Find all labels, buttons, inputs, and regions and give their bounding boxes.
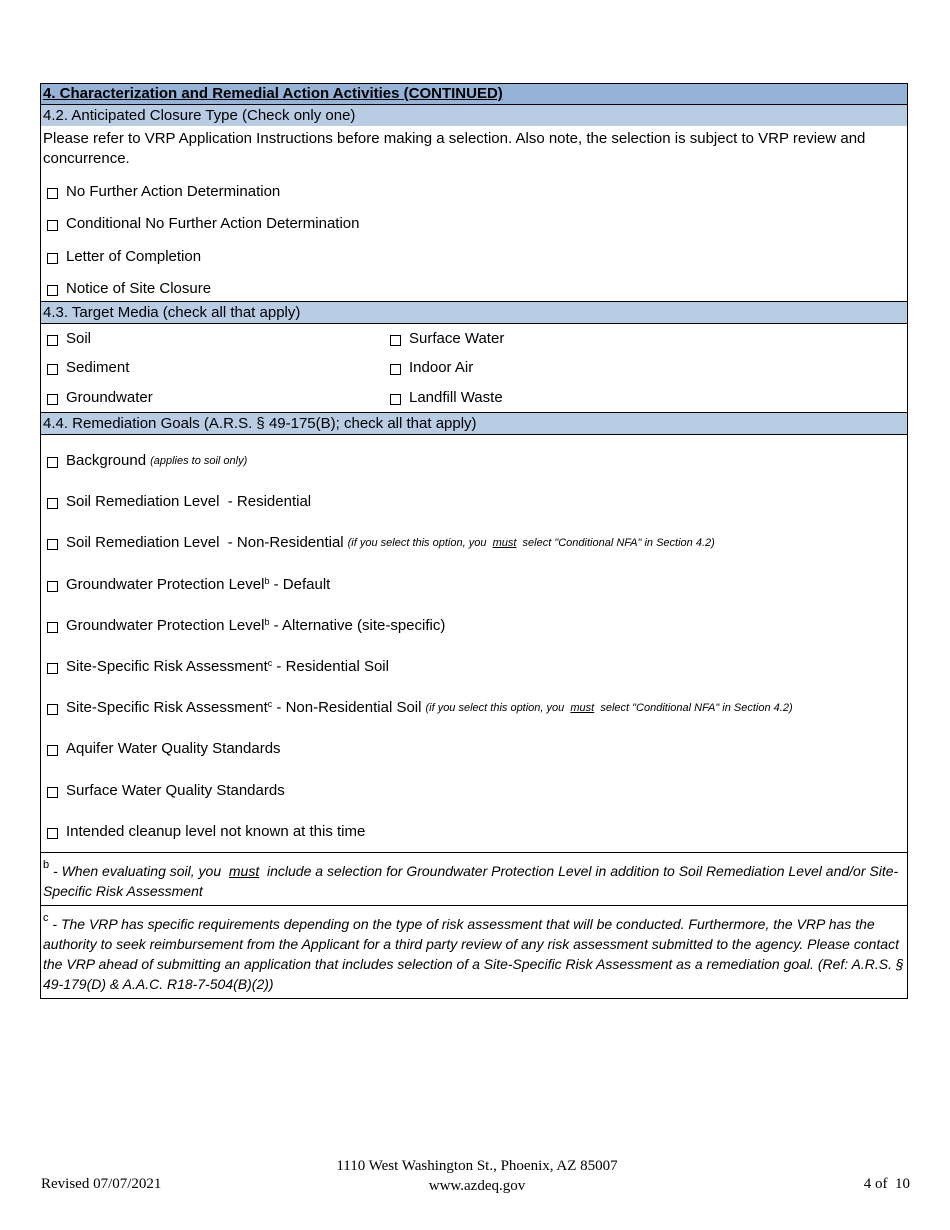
- checkbox[interactable]: [47, 188, 58, 199]
- checkbox[interactable]: [47, 457, 58, 468]
- closure-option-letter-of-completion: [41, 240, 907, 273]
- closure-options: [41, 172, 907, 301]
- checkbox[interactable]: [47, 285, 58, 296]
- option-label: Soil Remediation Level - Residential: [66, 493, 312, 511]
- checkbox[interactable]: [47, 539, 58, 550]
- checkbox[interactable]: [47, 581, 58, 592]
- target-media-options: [41, 324, 907, 412]
- checkbox[interactable]: [390, 335, 401, 346]
- option-note: (applies to soil only): [150, 454, 248, 467]
- checkbox[interactable]: [47, 704, 58, 715]
- section-title: 4. Characterization and Remedial Action Activities (CONTINUED): [41, 84, 907, 105]
- checkbox[interactable]: [47, 498, 58, 509]
- footnote-marker: b: [264, 575, 270, 586]
- closure-option-conditional-nfa: [41, 208, 907, 241]
- footnote-text: - When evaluating soil, you: [49, 862, 222, 879]
- checkbox[interactable]: [47, 364, 58, 375]
- option-label: No Further Action Determination: [66, 182, 281, 200]
- media-surface-water: [384, 324, 907, 353]
- checkbox[interactable]: [390, 364, 401, 375]
- option-label: Groundwater: [66, 388, 153, 406]
- closure-type-header: 4.2. Anticipated Closure Type (Check only one): [41, 105, 907, 126]
- option-label: Background: [66, 452, 147, 470]
- target-media-header: 4.3. Target Media (check all that apply): [41, 301, 907, 324]
- option-label: Intended cleanup level not known at this time: [66, 822, 366, 840]
- note-text: (if you select this option, you: [425, 701, 565, 714]
- option-label: Letter of Completion: [66, 247, 202, 265]
- label-text: - Alternative (site-specific): [273, 616, 446, 634]
- option-label: Notice of Site Closure: [66, 280, 212, 298]
- note-text: select "Conditional NFA" in Section 4.2): [522, 536, 715, 549]
- form-section-4: [40, 83, 908, 999]
- website: www.azdeq.gov: [428, 1178, 526, 1194]
- remediation-goals-header: 4.4. Remediation Goals (A.R.S. § 49-175(B); check all that apply): [41, 412, 907, 435]
- goal-unknown: [41, 811, 907, 852]
- agency-contact: [0, 1156, 950, 1196]
- checkbox[interactable]: [47, 253, 58, 264]
- goal-swqs: [41, 770, 907, 811]
- page-number: 4 of 10: [863, 1176, 910, 1192]
- checkbox[interactable]: [47, 622, 58, 633]
- label-text: - Residential Soil: [272, 658, 389, 676]
- footnote-b: [41, 852, 907, 905]
- media-soil: [41, 324, 384, 353]
- option-label: Surface Water: [409, 330, 505, 347]
- media-landfill-waste: [384, 383, 907, 412]
- goal-ssra-residential: [41, 646, 907, 687]
- media-sediment: [41, 353, 384, 382]
- note-text: select "Conditional NFA" in Section 4.2): [600, 701, 793, 714]
- option-label: Conditional No Further Action Determination: [66, 215, 360, 233]
- checkbox[interactable]: [47, 828, 58, 839]
- checkbox[interactable]: [47, 220, 58, 231]
- option-label: Indoor Air: [409, 359, 474, 377]
- label-text: Groundwater Protection Level: [66, 575, 265, 593]
- note-emphasis: must: [570, 701, 595, 714]
- goal-awqs: [41, 728, 907, 769]
- goal-background: [41, 440, 907, 481]
- footnote-marker: b: [43, 858, 50, 871]
- revised-date: Revised 07/07/2021: [41, 1176, 162, 1192]
- remediation-goals-options: [41, 435, 907, 852]
- closure-intro: Please refer to VRP Application Instructions before making a selection. Also note, the selection is subject to VRP review and concurrence.: [43, 130, 866, 167]
- option-label: Aquifer Water Quality Standards: [66, 740, 281, 758]
- option-label: Sediment: [66, 359, 130, 377]
- option-note: [348, 537, 715, 549]
- goal-srl-non-residential: [41, 522, 907, 563]
- checkbox[interactable]: [47, 787, 58, 798]
- goal-srl-residential: [41, 481, 907, 522]
- footnote-text: - The VRP has specific requirements depending on the type of risk assessment that will be conducted. Furthermore, the VRP has the authority to seek reimbursement from the Applicant for a third party review of any risk assessment submitted to the agency. Please contact the VRP ahead of submitting an application that includes selection of a Site-Specific Risk Assessment as a remediation goal. (Ref: A.R.S. § 49-179(D) & A.A.C. R18-7-504(B)(2)): [43, 915, 904, 992]
- checkbox[interactable]: [390, 394, 401, 405]
- footnote-emphasis: must: [228, 862, 260, 879]
- footnote-text: include a selection for Groundwater Protection Level in addition to Soil Remediation Level and/or Site-Specific Risk Assessment: [43, 862, 899, 899]
- option-label: [66, 658, 389, 675]
- option-label: Soil Remediation Level - Non-Residential: [66, 534, 344, 552]
- media-indoor-air: [384, 353, 907, 382]
- footnote-marker: c: [267, 658, 273, 669]
- checkbox[interactable]: [47, 335, 58, 346]
- label-text: - Default: [273, 575, 331, 593]
- checkbox[interactable]: [47, 394, 58, 405]
- label-text: - Non-Residential Soil: [272, 699, 422, 717]
- option-label: Soil: [66, 330, 92, 347]
- option-label: Surface Water Quality Standards: [66, 781, 285, 799]
- option-label: [66, 617, 445, 634]
- goal-gpl-alternative: [41, 605, 907, 646]
- note-emphasis: must: [492, 536, 517, 549]
- checkbox[interactable]: [47, 663, 58, 674]
- option-label: [66, 699, 421, 716]
- option-label: [66, 576, 330, 593]
- media-groundwater: [41, 383, 384, 412]
- label-text: Groundwater Protection Level: [66, 616, 265, 634]
- label-text: Site-Specific Risk Assessment: [66, 658, 268, 676]
- address: 1110 West Washington St., Phoenix, AZ 85007: [336, 1158, 618, 1174]
- option-label: Landfill Waste: [409, 388, 503, 406]
- footnote-marker: c: [43, 911, 49, 924]
- footnote-marker: c: [267, 699, 273, 710]
- footnote-c: [41, 905, 907, 998]
- footnote-marker: b: [264, 616, 270, 627]
- label-text: Site-Specific Risk Assessment: [66, 699, 268, 717]
- note-text: (if you select this option, you: [347, 536, 487, 549]
- goal-ssra-non-residential: [41, 687, 907, 728]
- checkbox[interactable]: [47, 745, 58, 756]
- option-note: [425, 702, 792, 714]
- goal-gpl-default: [41, 564, 907, 605]
- closure-option-nfa: [41, 175, 907, 208]
